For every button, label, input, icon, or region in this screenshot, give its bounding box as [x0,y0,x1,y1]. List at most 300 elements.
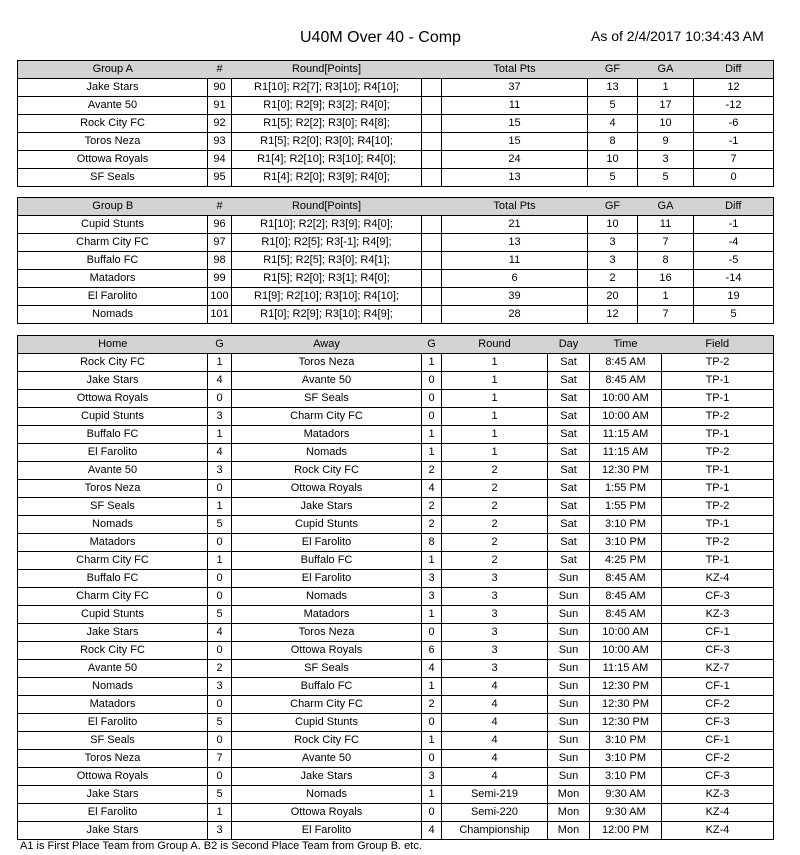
table-cell: Jake Stars [18,79,208,97]
table-cell: 1 [442,408,548,426]
table-cell: 8:45 AM [590,606,662,624]
table-header-row [18,336,774,354]
table-cell: 93 [208,133,232,151]
table-cell: 2 [422,696,442,714]
table-cell: Buffalo FC [232,552,422,570]
table-cell [422,115,442,133]
table-cell: Championship [442,822,548,840]
table-cell: 5 [638,169,694,187]
table-cell: 1 [422,786,442,804]
table-cell: 0 [422,372,442,390]
table-cell: Avante 50 [18,462,208,480]
table-cell: 16 [638,270,694,288]
table-cell: Avante 50 [18,660,208,678]
table-cell: 2 [422,516,442,534]
table-cell: -4 [694,234,774,252]
table-row [18,678,774,696]
table-cell: 96 [208,216,232,234]
table-row [18,79,774,97]
table-cell: 0 [422,714,442,732]
match-schedule-table [17,335,774,840]
table-row [18,169,774,187]
table-row [18,216,774,234]
table-cell: 3:10 PM [590,732,662,750]
column-header: GA [638,198,694,216]
table-cell: Avante 50 [232,750,422,768]
table-row [18,408,774,426]
table-cell: 10 [588,216,638,234]
table-cell: 3:10 PM [590,534,662,552]
table-cell: Sat [548,426,590,444]
table-cell: Nomads [18,678,208,696]
table-cell: 4 [422,822,442,840]
table-cell: El Farolito [232,570,422,588]
table-cell: R1[5]; R2[0]; R3[0]; R4[10]; [232,133,422,151]
table-row [18,115,774,133]
table-row [18,498,774,516]
table-cell: Mon [548,786,590,804]
table-cell: SF Seals [18,732,208,750]
table-cell: Charm City FC [232,696,422,714]
table-cell: Rock City FC [18,354,208,372]
table-cell: 7 [694,151,774,169]
table-cell: 0 [208,588,232,606]
table-cell: 11:15 AM [590,444,662,462]
table-cell: 8 [588,133,638,151]
table-cell: 3 [208,462,232,480]
table-cell: 2 [442,498,548,516]
table-cell: 12:30 PM [590,678,662,696]
table-cell: Nomads [232,588,422,606]
table-cell: Sun [548,570,590,588]
table-cell: Toros Neza [18,750,208,768]
table-cell: Buffalo FC [18,570,208,588]
table-cell: TP-1 [662,372,774,390]
table-cell: Jake Stars [18,372,208,390]
table-cell: -1 [694,133,774,151]
table-cell: Toros Neza [232,624,422,642]
table-cell: 0 [208,570,232,588]
table-cell: 10 [638,115,694,133]
table-cell: 5 [208,516,232,534]
table-cell: 3 [208,408,232,426]
table-cell: 4 [442,732,548,750]
table-cell: TP-1 [662,390,774,408]
table-cell: Matadors [232,606,422,624]
table-cell: 11 [442,252,588,270]
column-header: Round[Points] [232,198,422,216]
table-cell: Mon [548,804,590,822]
table-cell: 13 [588,79,638,97]
table-cell: 11:15 AM [590,426,662,444]
table-cell: -12 [694,97,774,115]
table-row [18,534,774,552]
group-b-standings-table [17,197,774,324]
table-cell: 11 [638,216,694,234]
table-row [18,234,774,252]
table-cell: 20 [588,288,638,306]
table-cell: TP-1 [662,480,774,498]
table-cell: 91 [208,97,232,115]
table-cell: Sat [548,408,590,426]
table-cell: -14 [694,270,774,288]
table-cell: -5 [694,252,774,270]
column-header: Diff [694,198,774,216]
table-cell: Buffalo FC [18,252,208,270]
table-row [18,252,774,270]
table-cell: 4 [422,660,442,678]
table-cell: 12:30 PM [590,714,662,732]
table-row [18,786,774,804]
table-row [18,390,774,408]
table-cell: 4 [588,115,638,133]
table-cell [422,169,442,187]
table-cell: El Farolito [232,534,422,552]
table-row [18,444,774,462]
table-row [18,97,774,115]
table-cell: Avante 50 [18,97,208,115]
table-cell: 9:30 AM [590,786,662,804]
table-cell: R1[0]; R2[5]; R3[-1]; R4[9]; [232,234,422,252]
column-header: Round [442,336,548,354]
table-cell: Sat [548,390,590,408]
column-header: Total Pts [442,198,588,216]
table-cell: 1:55 PM [590,498,662,516]
table-cell: 12:30 PM [590,462,662,480]
table-cell: 1 [422,444,442,462]
column-header: Time [590,336,662,354]
table-cell: Sun [548,696,590,714]
table-cell: 5 [208,786,232,804]
table-cell: R1[5]; R2[2]; R3[0]; R4[8]; [232,115,422,133]
table-cell: CF-2 [662,750,774,768]
table-cell: Ottowa Royals [232,480,422,498]
table-cell: 5 [588,97,638,115]
table-cell: R1[0]; R2[9]; R3[2]; R4[0]; [232,97,422,115]
table-cell: Nomads [18,516,208,534]
table-cell: 3 [442,570,548,588]
table-cell: 90 [208,79,232,97]
table-cell: 1 [422,732,442,750]
column-header: Away [232,336,422,354]
table-row [18,372,774,390]
table-row [18,306,774,324]
table-cell: Charm City FC [18,588,208,606]
table-cell: 0 [208,390,232,408]
table-cell: 1 [422,426,442,444]
table-cell: TP-2 [662,444,774,462]
table-cell: 8 [422,534,442,552]
table-cell: 13 [442,234,588,252]
table-cell [422,270,442,288]
column-header: Group A [18,61,208,79]
table-cell: 19 [694,288,774,306]
table-cell: 1 [422,354,442,372]
table-cell: Semi-220 [442,804,548,822]
table-cell: 7 [638,234,694,252]
table-cell: 2 [442,552,548,570]
table-cell: Toros Neza [18,480,208,498]
table-cell: Sat [548,480,590,498]
column-header: # [208,198,232,216]
table-cell: Sat [548,552,590,570]
table-cell: Sun [548,660,590,678]
table-cell: Matadors [18,270,208,288]
table-cell: 100 [208,288,232,306]
table-cell: CF-3 [662,768,774,786]
table-cell: 21 [442,216,588,234]
table-cell: 99 [208,270,232,288]
table-cell: Mon [548,822,590,840]
table-cell [422,306,442,324]
table-header-row [18,198,774,216]
table-cell: Jake Stars [232,768,422,786]
table-cell: 0 [208,768,232,786]
table-row [18,151,774,169]
table-cell: Sun [548,642,590,660]
table-cell: 3 [588,234,638,252]
table-cell: 12:30 PM [590,696,662,714]
table-cell: Toros Neza [232,354,422,372]
table-cell: 0 [422,624,442,642]
table-cell: CF-3 [662,588,774,606]
table-row [18,696,774,714]
table-cell: 7 [638,306,694,324]
table-cell: Buffalo FC [18,426,208,444]
table-cell: 2 [442,480,548,498]
table-cell: 0 [208,642,232,660]
column-header: GF [588,61,638,79]
table-cell: 2 [588,270,638,288]
table-cell: 1 [442,354,548,372]
table-cell: 0 [422,408,442,426]
table-row [18,732,774,750]
table-cell: 7 [208,750,232,768]
table-row [18,714,774,732]
column-header: Day [548,336,590,354]
table-row [18,288,774,306]
table-cell: 92 [208,115,232,133]
table-cell: R1[10]; R2[2]; R3[9]; R4[0]; [232,216,422,234]
table-cell: 2 [442,534,548,552]
table-cell: 6 [442,270,588,288]
table-cell: SF Seals [232,660,422,678]
table-cell: 1 [208,498,232,516]
table-cell: CF-2 [662,696,774,714]
table-cell: Sat [548,444,590,462]
column-header: Home [18,336,208,354]
table-cell: El Farolito [18,804,208,822]
table-cell: Ottowa Royals [18,768,208,786]
table-row [18,570,774,588]
table-cell: Sat [548,516,590,534]
report-title: U40M Over 40 - Comp [300,29,461,46]
column-header: Round[Points] [232,61,422,79]
table-cell: 2 [422,462,442,480]
table-cell: 1 [208,354,232,372]
column-header: G [422,336,442,354]
table-cell: TP-1 [662,426,774,444]
table-cell: Sun [548,588,590,606]
table-cell: R1[5]; R2[5]; R3[0]; R4[1]; [232,252,422,270]
table-cell [422,133,442,151]
table-row [18,552,774,570]
table-cell: 3:10 PM [590,768,662,786]
table-cell: 4 [442,678,548,696]
table-cell: 98 [208,252,232,270]
table-row [18,606,774,624]
table-cell: 3 [588,252,638,270]
table-cell: CF-1 [662,732,774,750]
table-cell: Matadors [18,696,208,714]
table-cell: Sat [548,462,590,480]
table-cell: 3 [638,151,694,169]
table-row [18,270,774,288]
table-cell: Jake Stars [18,786,208,804]
table-cell: 0 [694,169,774,187]
table-cell: 13 [442,169,588,187]
table-cell: TP-1 [662,516,774,534]
table-cell: R1[4]; R2[0]; R3[9]; R4[0]; [232,169,422,187]
table-cell: 12 [694,79,774,97]
table-row [18,426,774,444]
table-cell: 39 [442,288,588,306]
table-cell: 28 [442,306,588,324]
table-row [18,804,774,822]
footnote: A1 is First Place Team from Group A. B2 is Second Place Team from Group B. etc. [20,840,422,852]
table-cell: KZ-4 [662,570,774,588]
table-cell: KZ-4 [662,804,774,822]
table-cell: 5 [208,714,232,732]
table-cell: Cupid Stunts [18,216,208,234]
table-cell: 11 [442,97,588,115]
table-cell: CF-3 [662,642,774,660]
column-header: Group B [18,198,208,216]
table-cell: 3 [422,768,442,786]
table-cell: 0 [208,480,232,498]
table-cell: 10:00 AM [590,390,662,408]
table-cell: TP-2 [662,534,774,552]
table-cell: CF-1 [662,624,774,642]
table-cell: SF Seals [18,498,208,516]
group-a-standings-table [17,60,774,187]
table-cell: Ottowa Royals [232,642,422,660]
table-row [18,822,774,840]
table-cell: TP-1 [662,462,774,480]
table-cell: 95 [208,169,232,187]
table-cell: 37 [442,79,588,97]
table-cell: 15 [442,115,588,133]
table-cell: 8:45 AM [590,588,662,606]
table-cell: 101 [208,306,232,324]
table-cell: 10 [588,151,638,169]
table-cell: 12 [588,306,638,324]
table-cell: Jake Stars [18,624,208,642]
table-row [18,480,774,498]
table-cell: 0 [422,390,442,408]
column-header: GA [638,61,694,79]
table-cell: 4 [208,624,232,642]
table-cell: 3:10 PM [590,516,662,534]
table-cell: -1 [694,216,774,234]
table-cell: 10:00 AM [590,624,662,642]
table-cell: 5 [588,169,638,187]
table-cell: Cupid Stunts [232,714,422,732]
table-cell: 9 [638,133,694,151]
table-cell: Rock City FC [18,642,208,660]
table-row [18,133,774,151]
table-cell: KZ-3 [662,606,774,624]
table-cell: Charm City FC [18,234,208,252]
table-cell: 2 [208,660,232,678]
table-row [18,516,774,534]
table-cell: Sat [548,372,590,390]
table-cell: R1[9]; R2[10]; R3[10]; R4[10]; [232,288,422,306]
table-cell [422,79,442,97]
table-row [18,660,774,678]
table-cell: 4 [208,372,232,390]
table-cell: 3 [422,570,442,588]
table-cell: 1 [442,390,548,408]
table-cell: 10:00 AM [590,408,662,426]
table-cell: KZ-4 [662,822,774,840]
column-header: G [208,336,232,354]
table-cell: Charm City FC [232,408,422,426]
table-cell: 1 [208,804,232,822]
table-cell: TP-1 [662,552,774,570]
table-cell: R1[5]; R2[0]; R3[1]; R4[0]; [232,270,422,288]
table-cell: 8:45 AM [590,354,662,372]
table-cell: Rock City FC [232,462,422,480]
table-cell: El Farolito [232,822,422,840]
table-cell: 11:15 AM [590,660,662,678]
table-cell: 3 [442,606,548,624]
table-cell [422,252,442,270]
table-cell: Cupid Stunts [18,606,208,624]
table-cell: 3 [442,660,548,678]
table-cell: 8:45 AM [590,372,662,390]
table-cell: Matadors [18,534,208,552]
table-cell: CF-1 [662,678,774,696]
column-header: Diff [694,61,774,79]
table-cell: 3 [422,588,442,606]
table-cell [422,234,442,252]
table-cell: CF-3 [662,714,774,732]
table-cell: TP-2 [662,498,774,516]
table-cell: 3 [208,678,232,696]
table-cell: 97 [208,234,232,252]
table-cell: 1 [422,678,442,696]
table-cell: 1 [442,444,548,462]
table-cell: Sun [548,678,590,696]
table-cell: KZ-3 [662,786,774,804]
table-cell: 1 [638,79,694,97]
column-header: Field [662,336,774,354]
table-cell: Cupid Stunts [18,408,208,426]
table-cell: Ottowa Royals [18,390,208,408]
table-cell [422,216,442,234]
table-cell: 4 [422,480,442,498]
table-cell: 2 [442,462,548,480]
table-row [18,750,774,768]
table-cell: 2 [442,516,548,534]
table-cell: 1 [422,606,442,624]
table-row [18,588,774,606]
table-cell: 8:45 AM [590,570,662,588]
table-cell: 1 [638,288,694,306]
table-cell: 5 [694,306,774,324]
table-cell: Sat [548,534,590,552]
